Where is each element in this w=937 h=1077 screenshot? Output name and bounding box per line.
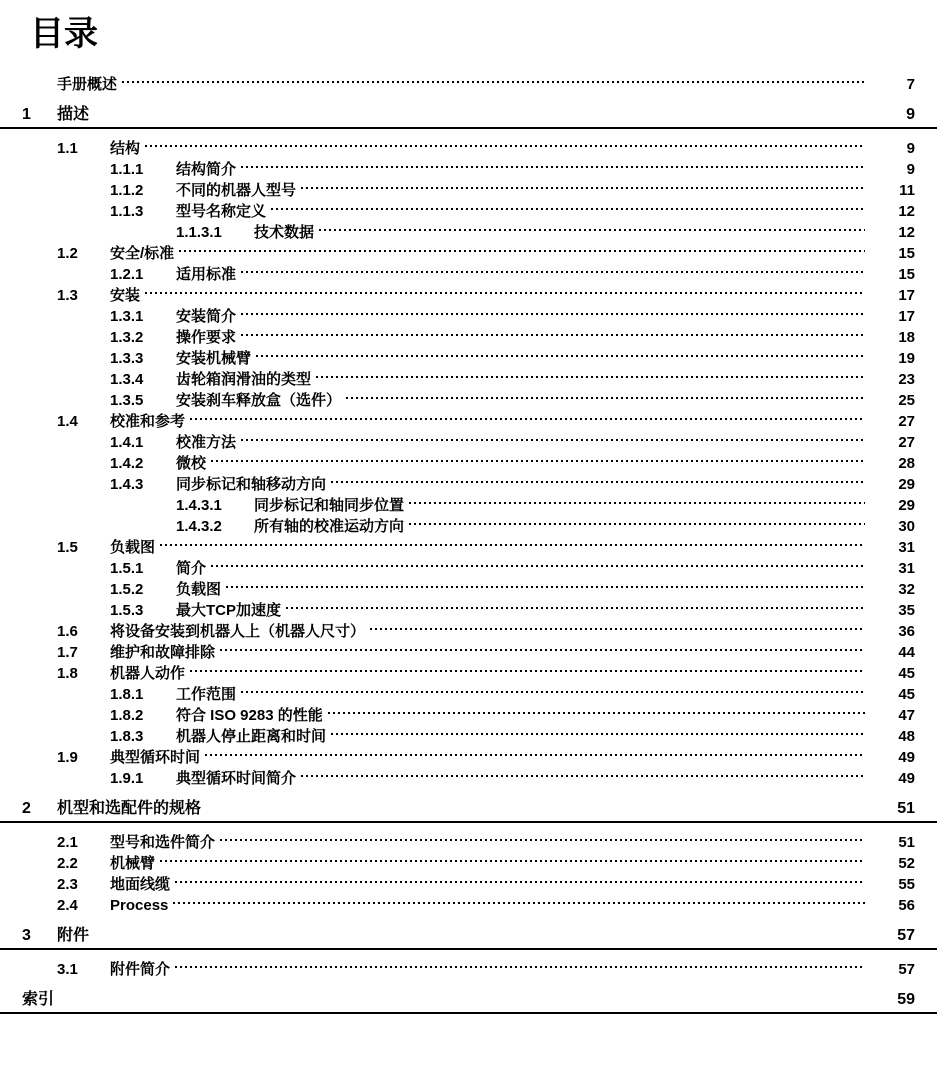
dot-leader (286, 594, 865, 615)
toc-entry-number: 2 (22, 800, 31, 817)
toc-page-number: 29 (898, 476, 915, 493)
dot-leader (319, 216, 865, 237)
toc-page-number: 9 (906, 106, 915, 123)
toc-entry-label: 手册概述 (57, 76, 118, 93)
toc-entry-number: 2.3 (57, 876, 78, 893)
toc-entry-number: 1.4.3.2 (176, 518, 222, 535)
toc-page-number: 9 (906, 140, 915, 157)
dot-leader (59, 990, 865, 1011)
toc-entry-label: 附件 (57, 927, 90, 944)
toc-entry-label: 安装 (110, 287, 141, 304)
toc-entry-label: 典型循环时间简介 (176, 770, 297, 787)
dot-leader (211, 552, 865, 573)
toc-page-number: 32 (898, 581, 915, 598)
toc-entry-number: 1.8.2 (110, 707, 144, 724)
toc-entry-level-1[interactable] (0, 237, 937, 262)
toc-page-number: 23 (898, 371, 915, 388)
toc-page-number: 51 (897, 800, 915, 817)
dot-leader (220, 826, 865, 847)
dot-leader (205, 741, 865, 762)
toc-entry-level-3[interactable] (0, 510, 937, 535)
toc-page-number: 27 (898, 434, 915, 451)
dot-leader (241, 426, 865, 447)
toc-entry-label: 典型循环时间 (110, 749, 201, 766)
toc-entry-label: 型号名称定义 (176, 203, 267, 220)
toc-page-number: 15 (898, 245, 915, 262)
toc-page-number: 36 (898, 623, 915, 640)
toc-page-number: 27 (898, 413, 915, 430)
toc-entry-label: 安装机械臂 (176, 350, 252, 367)
dot-leader (409, 510, 865, 531)
toc-entry-label: 所有轴的校准运动方向 (254, 518, 405, 535)
toc-entry-label: 最大TCP加速度 (176, 602, 282, 619)
toc-page-number: 15 (898, 266, 915, 283)
toc-entry-number: 3.1 (57, 961, 78, 978)
toc-entry-number: 1.1.1 (110, 161, 144, 178)
toc-entry-label: 安装简介 (176, 308, 237, 325)
toc-page-number: 18 (898, 329, 915, 346)
toc-entry-number: 1.9.1 (110, 770, 144, 787)
toc-entry-label: 同步标记和轴同步位置 (254, 497, 405, 514)
toc-entry-number: 1.1.2 (110, 182, 144, 199)
dot-leader (271, 195, 865, 216)
toc-index-entry[interactable] (0, 988, 937, 1014)
dot-leader (226, 573, 865, 594)
dot-leader (145, 132, 865, 153)
toc-page-number: 12 (898, 224, 915, 241)
toc-entry-number: 1.5.3 (110, 602, 144, 619)
toc-page-number: 55 (898, 876, 915, 893)
dot-leader (241, 258, 865, 279)
toc-entry-number: 1.3 (57, 287, 78, 304)
toc-page-number: 47 (898, 707, 915, 724)
dot-leader (175, 953, 865, 974)
toc-entry-number: 1.6 (57, 623, 78, 640)
toc-entry-label: 描述 (57, 106, 90, 123)
toc-entry-label: 型号和选件简介 (110, 834, 216, 851)
toc-entry-label: 索引 (22, 991, 55, 1008)
toc-entry-number: 1.7 (57, 644, 78, 661)
toc-entry-number: 1.1.3.1 (176, 224, 222, 241)
toc-entry-level-1[interactable] (0, 132, 937, 157)
dot-leader (160, 531, 865, 552)
toc-chapter-heading[interactable] (0, 797, 937, 823)
dot-leader (241, 321, 865, 342)
dot-leader (145, 279, 865, 300)
toc-entry-number: 1.4.3.1 (176, 497, 222, 514)
toc-entry-label: 校准和参考 (110, 413, 186, 430)
toc-entry-label: 机器人停止距离和时间 (176, 728, 327, 745)
toc-entry-number: 1.3.3 (110, 350, 144, 367)
toc-entry-number: 1.3.2 (110, 329, 144, 346)
toc-page-number: 29 (898, 497, 915, 514)
toc-entry-label: 负载图 (176, 581, 222, 598)
toc-entry-label: 微校 (176, 455, 207, 472)
toc-entry-number: 2.1 (57, 834, 78, 851)
toc-entry-label: 将设备安装到机器人上（机器人尺寸） (110, 623, 366, 640)
toc-entry-number: 2.2 (57, 855, 78, 872)
toc-page-number: 7 (906, 76, 915, 93)
toc-page-number: 49 (898, 770, 915, 787)
toc-entry-label: 负载图 (110, 539, 156, 556)
dot-leader (301, 762, 865, 783)
toc-entry-label: 安全/标准 (110, 245, 175, 262)
toc-page-number: 9 (906, 161, 915, 178)
toc-page-number: 31 (898, 560, 915, 577)
dot-leader (220, 636, 865, 657)
toc-page-number: 11 (899, 182, 915, 199)
toc-entry-label: 安装刹车释放盒（选件） (176, 392, 342, 409)
toc-entry-number: 1.1.3 (110, 203, 144, 220)
toc-entry-number: 2.4 (57, 897, 78, 914)
toc-page-number: 35 (898, 602, 915, 619)
toc-chapter-heading[interactable] (0, 103, 937, 129)
dot-leader (173, 889, 865, 910)
toc-entry-number: 1.5 (57, 539, 78, 556)
dot-leader (409, 489, 865, 510)
dot-leader (301, 174, 865, 195)
toc-entry-label: 符合 ISO 9283 的性能 (176, 707, 323, 724)
toc-entry-label: 结构 (110, 140, 141, 157)
dot-leader (331, 720, 865, 741)
toc-page-number: 17 (898, 287, 915, 304)
toc-entry-number: 1.4.3 (110, 476, 144, 493)
toc-page-number: 45 (898, 686, 915, 703)
dot-leader (331, 468, 865, 489)
toc-page-number: 12 (898, 203, 915, 220)
toc-entry-label: 附件简介 (110, 961, 171, 978)
toc-page-number: 31 (898, 539, 915, 556)
toc-entry-label: 不同的机器人型号 (176, 182, 297, 199)
dot-leader (175, 868, 865, 889)
toc-page-number: 51 (898, 834, 915, 851)
toc-entry-label: 简介 (176, 560, 207, 577)
toc-entry-label: 校准方法 (176, 434, 237, 451)
toc-entry-label: 地面线缆 (110, 876, 171, 893)
toc-entry-number: 1.4.1 (110, 434, 144, 451)
toc-entry-level-1[interactable] (0, 531, 937, 556)
toc-entry-number: 1.4.2 (110, 455, 144, 472)
dot-leader (211, 447, 865, 468)
toc-list (0, 68, 937, 1014)
toc-entry-label: 工作范围 (176, 686, 237, 703)
toc-page-number: 30 (898, 518, 915, 535)
toc-entry-number: 1.3.4 (110, 371, 144, 388)
toc-page-number: 25 (898, 392, 915, 409)
toc-entry-number: 1.4 (57, 413, 78, 430)
dot-leader (94, 926, 865, 947)
dot-leader (241, 678, 865, 699)
toc-entry-number: 3 (22, 927, 31, 944)
toc-entry-number: 1.3.1 (110, 308, 144, 325)
toc-entry-label: 齿轮箱润滑油的类型 (176, 371, 312, 388)
dot-leader (206, 799, 865, 820)
toc-entry-label: 技术数据 (254, 224, 315, 241)
toc-entry-number: 1 (22, 106, 31, 123)
dot-leader (179, 237, 865, 258)
toc-entry-number: 1.2.1 (110, 266, 144, 283)
toc-page-number: 57 (897, 927, 915, 944)
dot-leader (241, 153, 865, 174)
dot-leader (94, 105, 865, 126)
toc-page-number: 28 (898, 455, 915, 472)
toc-page-number: 19 (898, 350, 915, 367)
toc-entry-number: 1.3.5 (110, 392, 144, 409)
toc-entry-label: 同步标记和轴移动方向 (176, 476, 327, 493)
dot-leader (122, 68, 865, 89)
toc-entry-level-1[interactable] (0, 826, 937, 851)
dot-leader (241, 300, 865, 321)
toc-entry-number: 1.5.1 (110, 560, 144, 577)
dot-leader (190, 405, 865, 426)
toc-entry-label: 操作要求 (176, 329, 237, 346)
toc-page-number: 57 (898, 961, 915, 978)
toc-page-number: 49 (898, 749, 915, 766)
toc-page-number: 52 (898, 855, 915, 872)
dot-leader (160, 847, 865, 868)
page-title: 目录 (30, 15, 98, 53)
toc-page-number: 56 (898, 897, 915, 914)
toc-entry-label: Process (110, 897, 169, 914)
dot-leader (370, 615, 865, 636)
toc-entry-label: 机器人动作 (110, 665, 186, 682)
toc-entry-number: 1.5.2 (110, 581, 144, 598)
toc-entry-label: 适用标准 (176, 266, 237, 283)
dot-leader (190, 657, 865, 678)
toc-entry-front-matter[interactable] (0, 68, 937, 93)
toc-entry-level-1[interactable] (0, 953, 937, 978)
toc-chapter-heading[interactable] (0, 924, 937, 950)
toc-entry-number: 1.8.1 (110, 686, 144, 703)
toc-entry-number: 1.2 (57, 245, 78, 262)
toc-entry-label: 机械臂 (110, 855, 156, 872)
dot-leader (256, 342, 865, 363)
toc-entry-number: 1.8.3 (110, 728, 144, 745)
toc-page-number: 17 (898, 308, 915, 325)
dot-leader (328, 699, 865, 720)
toc-entry-label: 机型和选配件的规格 (57, 800, 202, 817)
dot-leader (346, 384, 865, 405)
toc-entry-label: 维护和故障排除 (110, 644, 216, 661)
toc-page-number: 59 (897, 991, 915, 1008)
toc-page-number: 48 (898, 728, 915, 745)
dot-leader (316, 363, 865, 384)
toc-entry-number: 1.8 (57, 665, 78, 682)
toc-entry-number: 1.1 (57, 140, 78, 157)
toc-entry-label: 结构简介 (176, 161, 237, 178)
toc-page-number: 44 (898, 644, 915, 661)
toc-page-number: 45 (898, 665, 915, 682)
toc-entry-number: 1.9 (57, 749, 78, 766)
